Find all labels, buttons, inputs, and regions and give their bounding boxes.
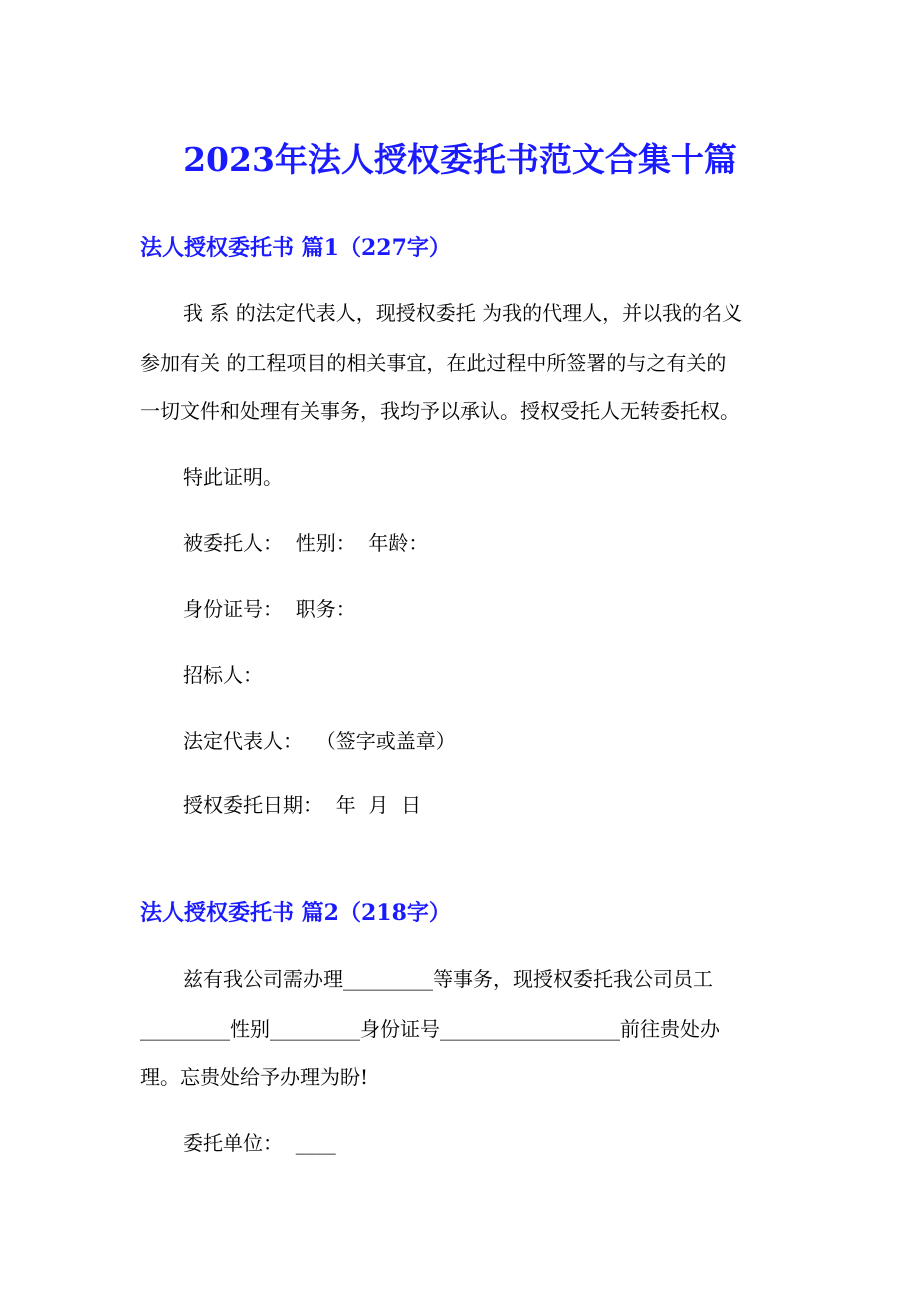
form-line: 授权委托日期： 年 月 日: [183, 793, 422, 817]
paragraph-line: 理。忘贵处给予办理为盼!: [140, 1065, 369, 1089]
form-line: 被委托人： 性别： 年龄：: [183, 531, 429, 555]
form-line: 招标人：: [183, 663, 263, 687]
form-line: 法定代表人： （签字或盖章）: [183, 729, 456, 753]
section-1-heading: 法人授权委托书 篇1（227字）: [140, 235, 451, 261]
section-2-heading: 法人授权委托书 篇2（218字）: [140, 900, 451, 926]
document-title: 2023年法人授权委托书范文合集十篇: [183, 140, 737, 179]
paragraph-line: 兹有我公司需办理_________等事务，现授权委托我公司员工: [183, 967, 713, 991]
paragraph-line: 参加有关 的工程项目的相关事宜，在此过程中所签署的与之有关的: [140, 351, 727, 375]
form-line: 委托单位： ____: [183, 1131, 336, 1155]
paragraph-line: 一切文件和处理有关事务，我均予以承认。授权受托人无转委托权。: [140, 399, 740, 423]
paragraph-line: 我 系 的法定代表人，现授权委托 为我的代理人，并以我的名义: [183, 301, 743, 325]
form-line: 身份证号： 职务：: [183, 597, 356, 621]
paragraph-line: _________性别_________身份证号__________________前往贵处办: [140, 1017, 720, 1041]
paragraph-line: 特此证明。: [183, 465, 283, 489]
